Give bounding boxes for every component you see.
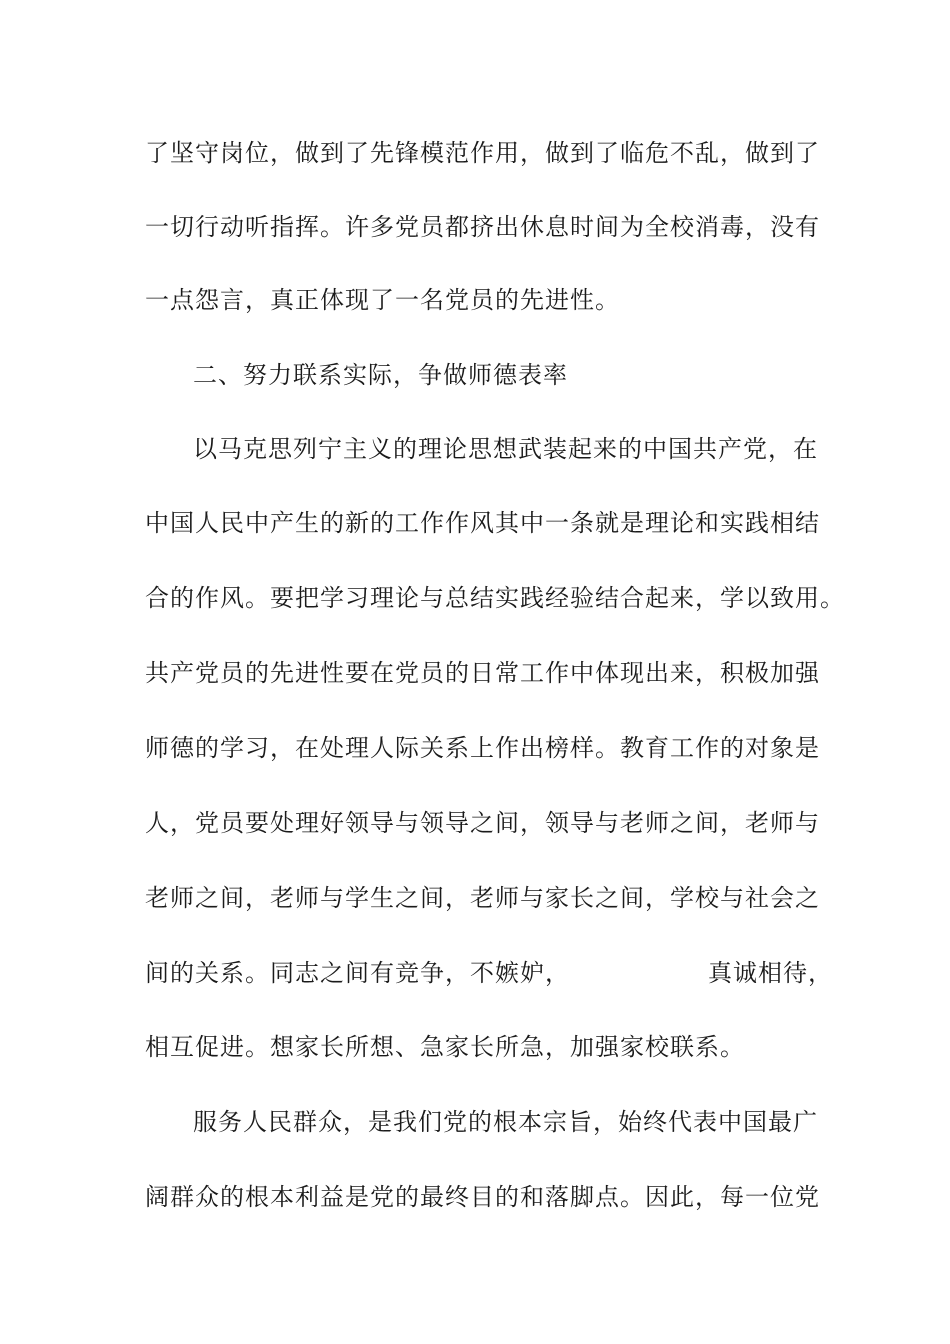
- text-line-3: 一点怨言，真正体现了一名党员的先进性。: [145, 286, 620, 314]
- text-line-14: 服务人民群众，是我们党的根本宗旨，始终代表中国最广: [193, 1108, 818, 1136]
- text-line-5: 以马克思列宁主义的理论思想武装起来的中国共产党，在: [193, 435, 818, 463]
- text-line-7: 合的作风。要把学习理论与总结实践经验结合起来，学以致用。: [145, 584, 845, 612]
- text-line-8: 共产党员的先进性要在党员的日常工作中体现出来，积极加强: [145, 659, 820, 687]
- text-line-12: 间的关系。同志之间有竞争，不嫉妒，: [145, 959, 570, 987]
- text-line-11: 老师之间，老师与学生之间，老师与家长之间，学校与社会之: [145, 884, 820, 912]
- text-line-15: 阔群众的根本利益是党的最终目的和落脚点。因此，每一位党: [145, 1183, 820, 1211]
- text-line-10: 人，党员要处理好领导与领导之间，领导与老师之间，老师与: [145, 809, 820, 837]
- text-line-9: 师德的学习，在处理人际关系上作出榜样。教育工作的对象是: [145, 734, 820, 762]
- text-line-1: 了坚守岗位，做到了先锋模范作用，做到了临危不乱，做到了: [145, 139, 820, 167]
- text-line-2: 一切行动听指挥。许多党员都挤出休息时间为全校消毒，没有: [145, 213, 820, 241]
- text-line-12-continuation: 真诚相待，: [708, 959, 833, 987]
- text-line-13: 相互促进。想家长所想、急家长所急，加强家校联系。: [145, 1033, 745, 1061]
- section-heading: 二、努力联系实际，争做师德表率: [193, 361, 568, 389]
- text-line-6: 中国人民中产生的新的工作作风其中一条就是理论和实践相结: [145, 509, 820, 537]
